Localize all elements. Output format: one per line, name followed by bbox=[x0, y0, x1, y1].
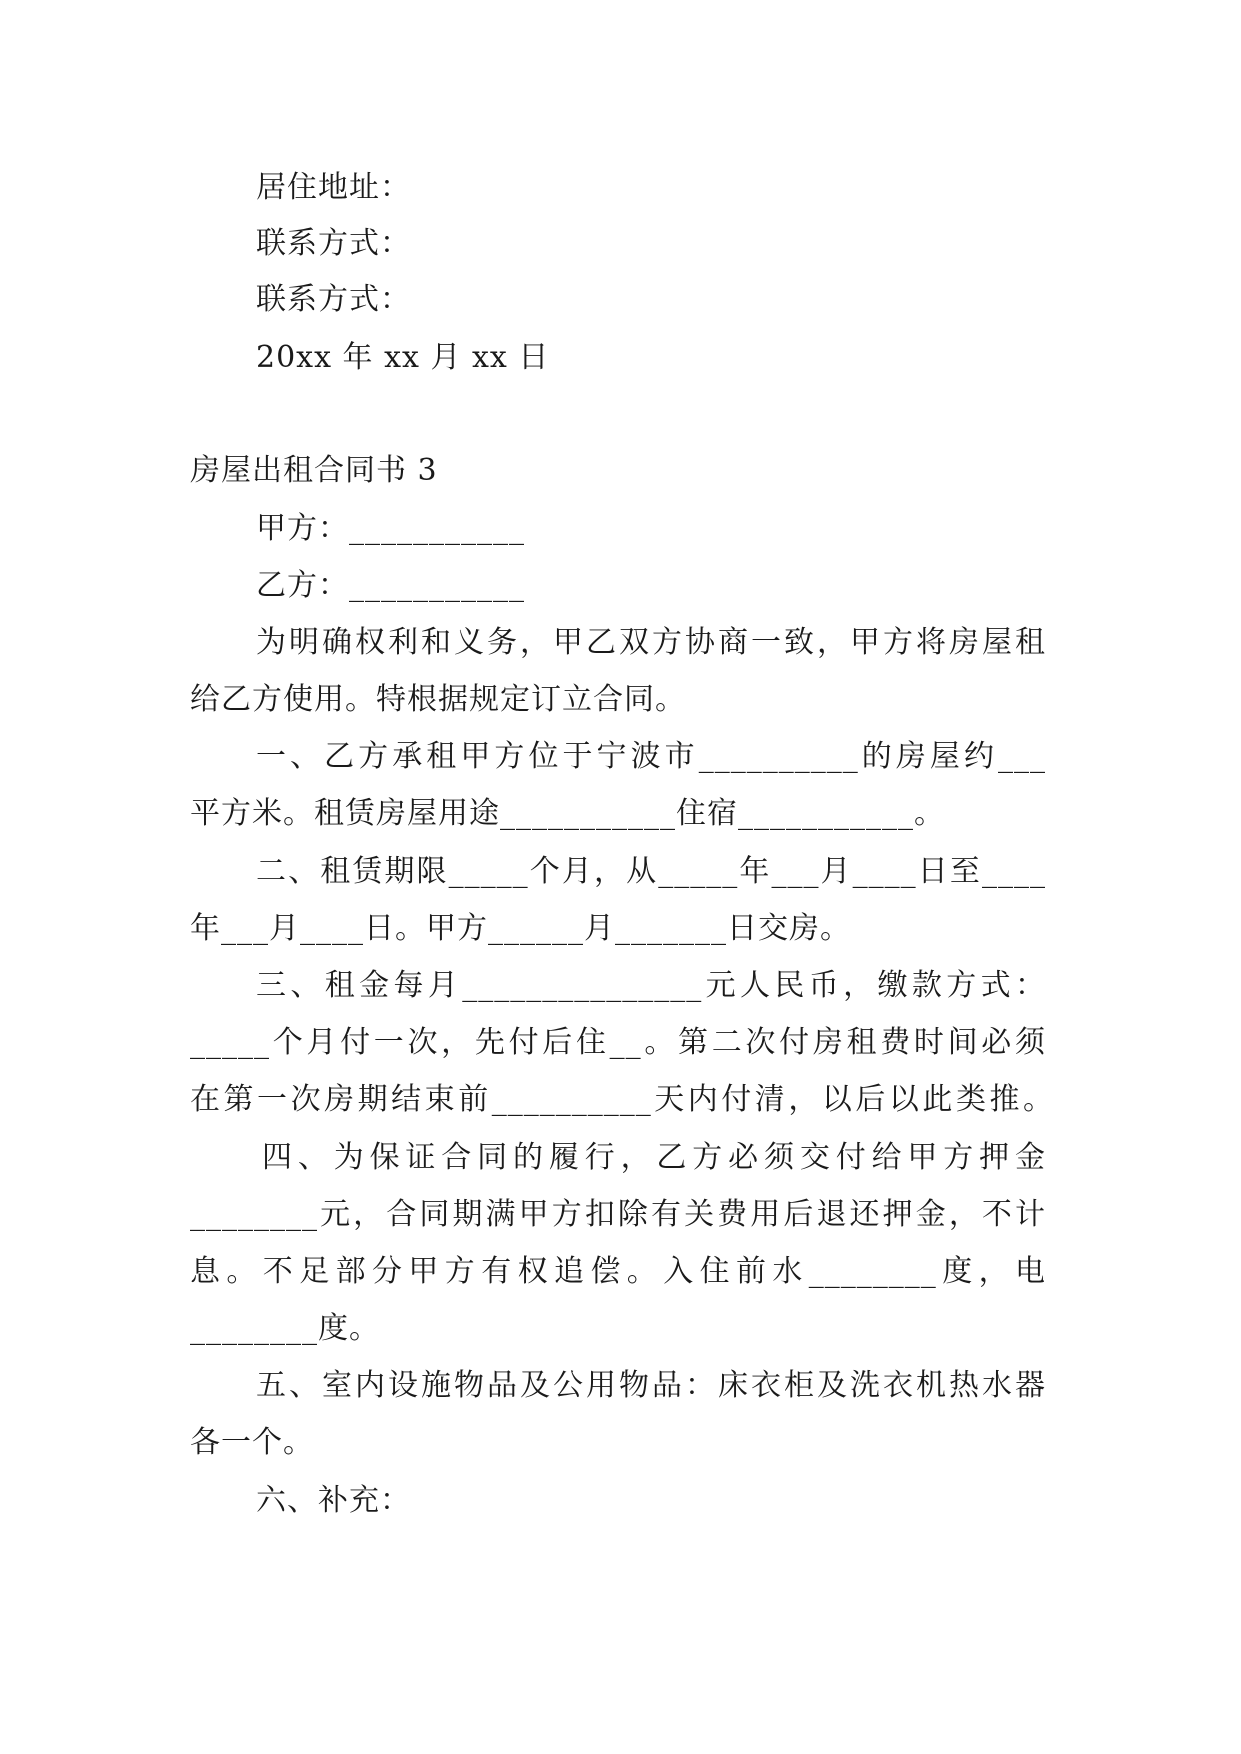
party-b-line: 乙方：___________ bbox=[256, 568, 525, 603]
date-line: 20xx 年 xx 月 xx 日 bbox=[256, 340, 550, 375]
intro-paragraph-line-2: 给乙方使用。特根据规定订立合同。 bbox=[190, 682, 686, 717]
clause-3-line-1: 三、租金每月_______________元人民币，缴款方式： bbox=[256, 968, 1046, 1003]
clause-3-line-2: _____个月付一次，先付后住__。第二次付房租费时间必须 bbox=[190, 1025, 1046, 1060]
clause-1-line-2: 平方米。租赁房屋用途___________住宿___________。 bbox=[190, 796, 945, 831]
clause-4-line-3: 息。不足部分甲方有权追偿。入住前水________度，电 bbox=[190, 1254, 1046, 1289]
party-a-line: 甲方：___________ bbox=[256, 511, 525, 546]
clause-4-line-1: 四、为保证合同的履行，乙方必须交付给甲方押金 bbox=[262, 1140, 1046, 1175]
clause-5-line-1: 五、室内设施物品及公用物品：床衣柜及洗衣机热水器 bbox=[256, 1368, 1046, 1403]
clause-1-line-1: 一、乙方承租甲方位于宁波市__________的房屋约___ bbox=[256, 739, 1046, 774]
clause-2-line-2: 年___月____日。甲方______月_______日交房。 bbox=[190, 911, 851, 946]
residence-address-label: 居住地址： bbox=[256, 170, 411, 205]
clause-3-line-3: 在第一次房期结束前__________天内付清，以后以此类推。 bbox=[190, 1082, 1054, 1117]
clause-4-line-2: ________元，合同期满甲方扣除有关费用后退还押金，不计 bbox=[190, 1197, 1046, 1232]
clause-4-line-4: ________度。 bbox=[190, 1311, 380, 1346]
clause-6-line: 六、补充： bbox=[256, 1483, 411, 1518]
clause-2-line-1: 二、租赁期限_____个月，从_____年___月____日至____ bbox=[256, 854, 1046, 889]
contact-label-2: 联系方式： bbox=[256, 282, 411, 317]
clause-5-line-2: 各一个。 bbox=[190, 1425, 314, 1460]
contract-title: 房屋出租合同书 3 bbox=[190, 453, 438, 488]
intro-paragraph-line-1: 为明确权利和义务，甲乙双方协商一致，甲方将房屋租 bbox=[256, 625, 1046, 660]
contact-label-1: 联系方式： bbox=[256, 226, 411, 261]
